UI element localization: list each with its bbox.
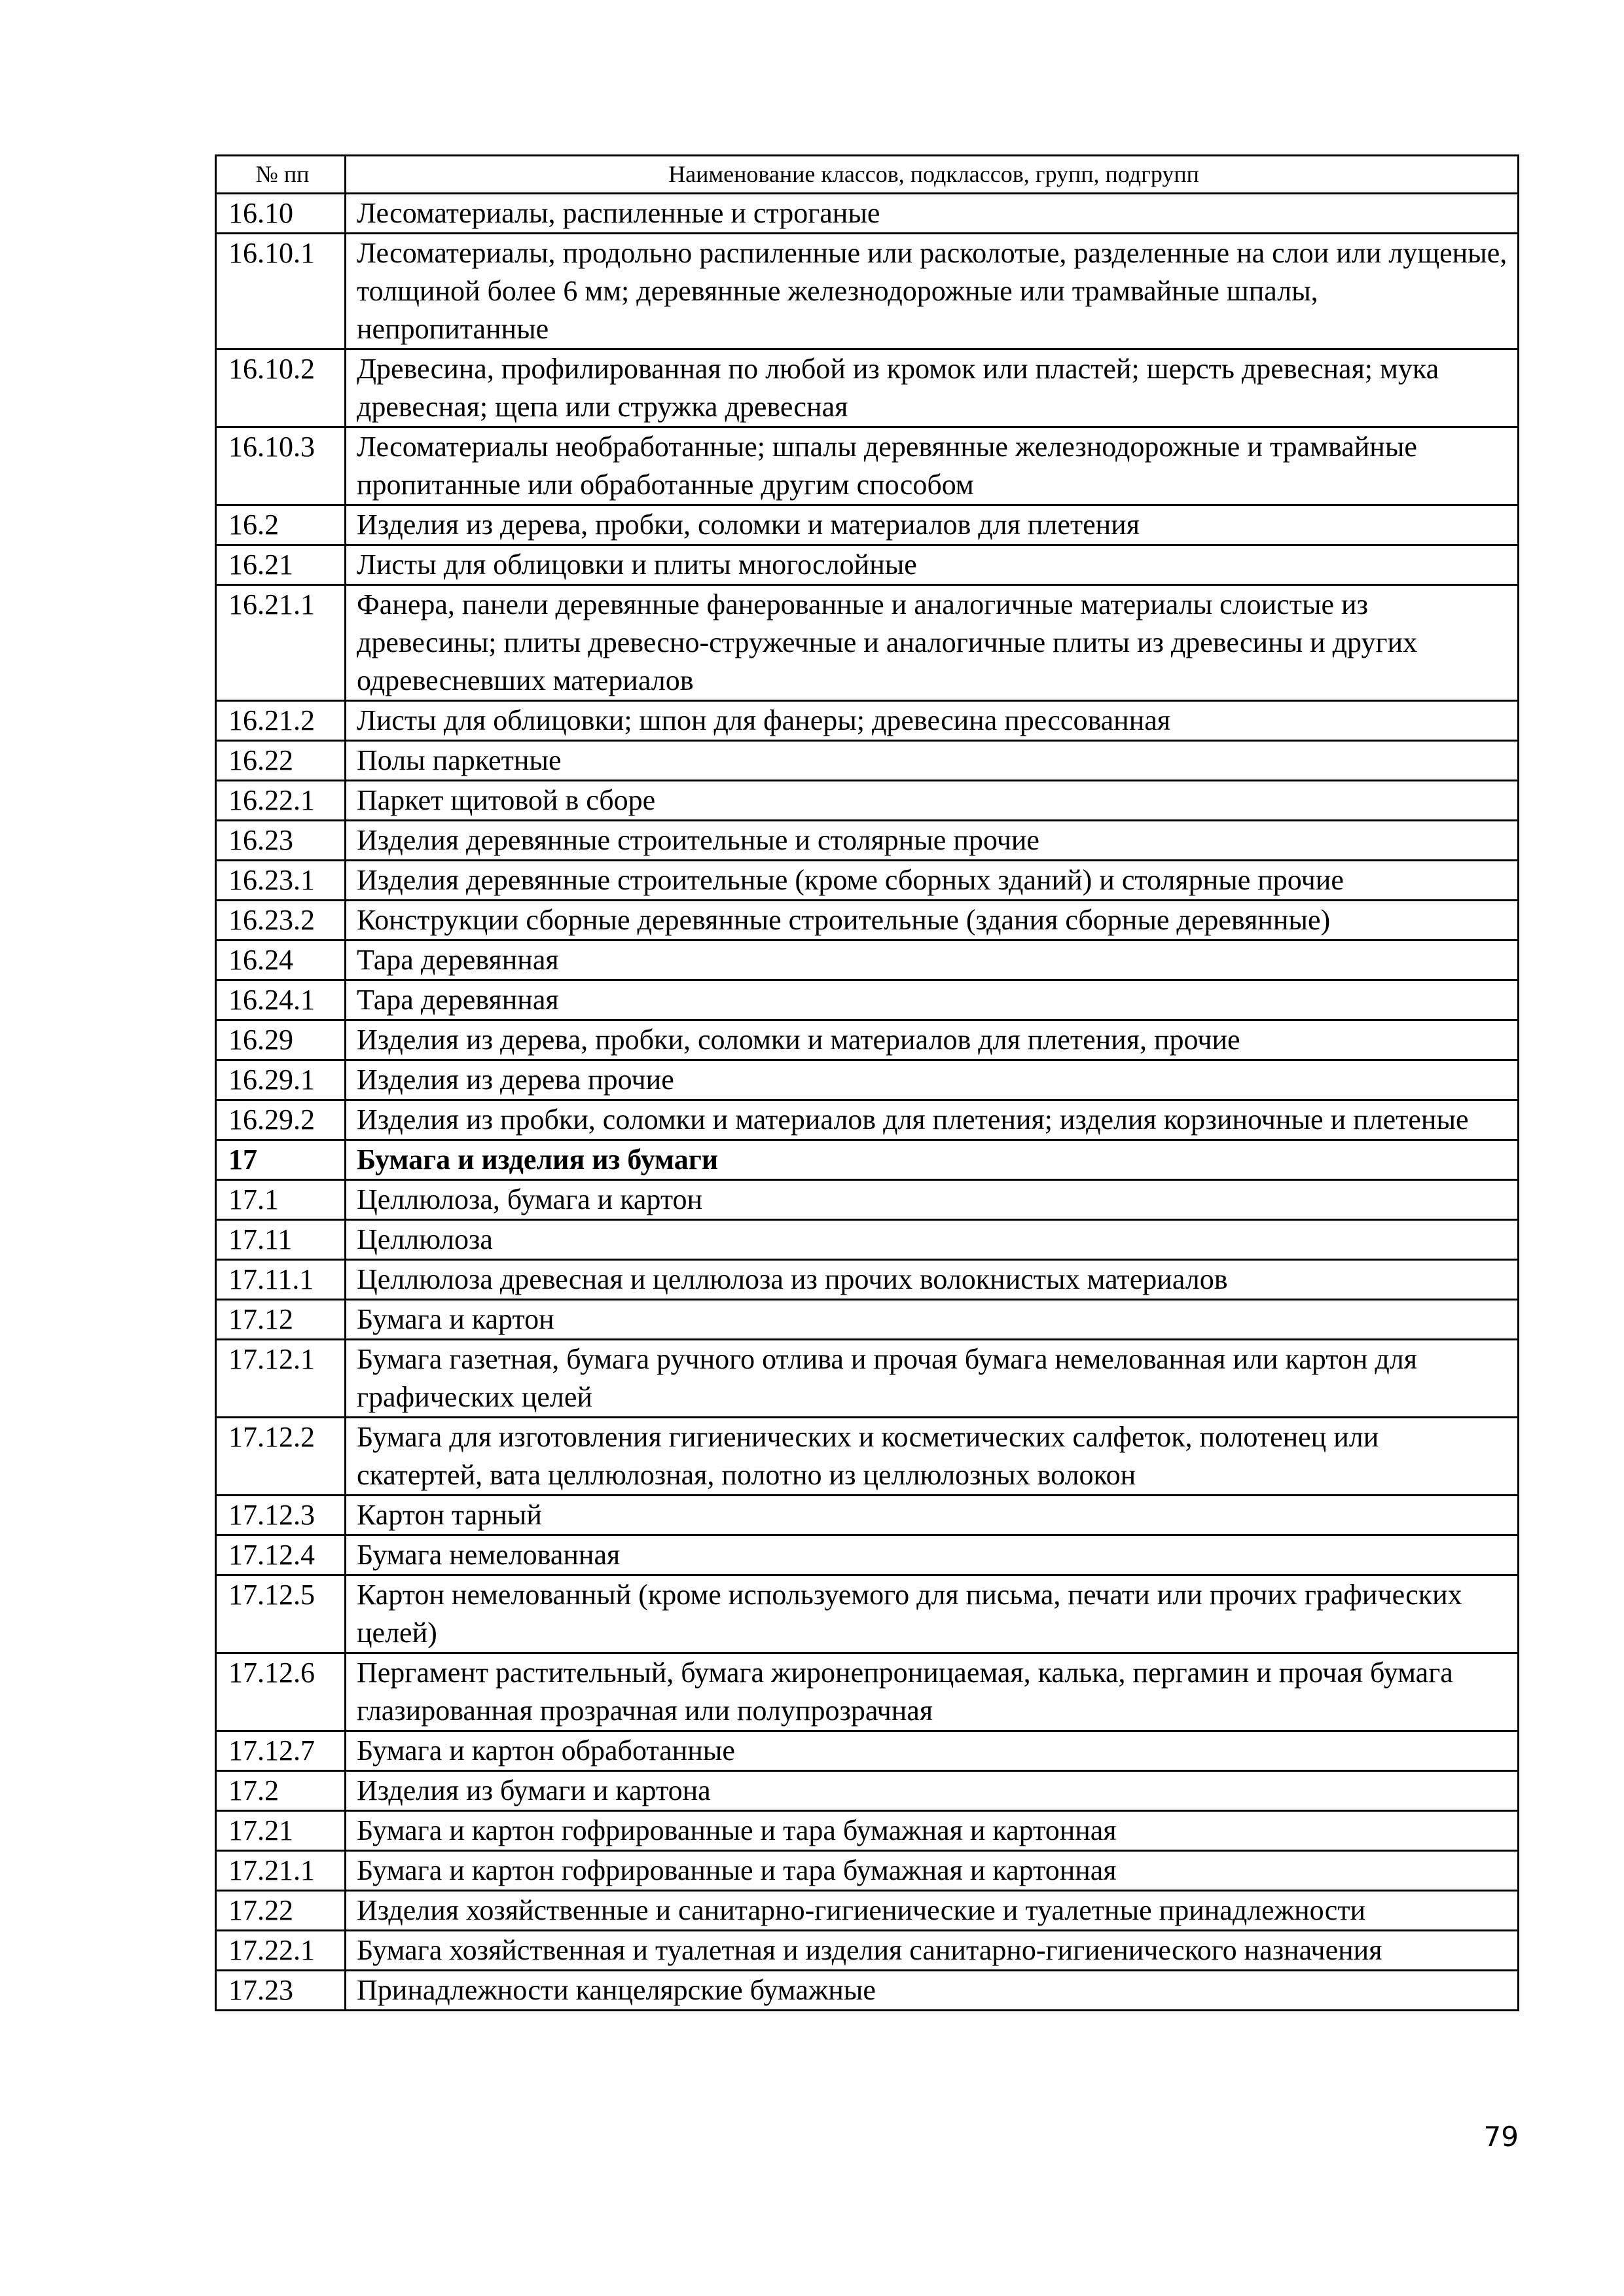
row-name: Изделия деревянные строительные (кроме сборных зданий) и столярные прочие xyxy=(346,861,1519,901)
table-row xyxy=(216,1496,1519,1535)
table-row xyxy=(216,1340,1519,1418)
table-row xyxy=(216,1731,1519,1771)
row-name: Листы для облицовки; шпон для фанеры; древесина прессованная xyxy=(346,701,1519,741)
row-name: Бумага и картон гофрированные и тара бумажная и картонная xyxy=(346,1811,1519,1851)
row-name: Бумага и изделия из бумаги xyxy=(346,1140,1519,1180)
row-code: 17.21 xyxy=(216,1811,346,1851)
table-row xyxy=(216,350,1519,427)
table-row xyxy=(216,1851,1519,1891)
page-number: 79 xyxy=(1483,2121,1519,2153)
header-row xyxy=(216,156,1519,194)
row-code: 16.24 xyxy=(216,941,346,980)
row-name: Изделия из дерева, пробки, соломки и материалов для плетения, прочие xyxy=(346,1020,1519,1060)
table-row xyxy=(216,941,1519,980)
row-code: 17.22 xyxy=(216,1891,346,1931)
row-code: 17.12.6 xyxy=(216,1653,346,1731)
table-row xyxy=(216,505,1519,545)
table-row xyxy=(216,1971,1519,2011)
table-row xyxy=(216,1220,1519,1260)
row-name: Бумага немелованная xyxy=(346,1535,1519,1575)
row-name: Бумага хозяйственная и туалетная и изделия санитарно-гигиенического назначения xyxy=(346,1931,1519,1971)
row-code: 16.21.1 xyxy=(216,585,346,701)
row-code: 16.2 xyxy=(216,505,346,545)
row-code: 16.29.2 xyxy=(216,1100,346,1140)
table-row xyxy=(216,741,1519,781)
row-code: 16.22.1 xyxy=(216,781,346,821)
row-name: Бумага для изготовления гигиенических и косметических салфеток, полотенец или скатертей, вата целлюлозная, полотно из целлюлозных волокон xyxy=(346,1418,1519,1496)
row-name: Принадлежности канцелярские бумажные xyxy=(346,1971,1519,2011)
table-row xyxy=(216,1535,1519,1575)
table-row xyxy=(216,1180,1519,1220)
row-name: Фанера, панели деревянные фанерованные и аналогичные материалы слоистые из древесины; плиты древесно-стружечные и аналогичные плиты из древесины и других одревесневших материалов xyxy=(346,585,1519,701)
row-name: Изделия из дерева прочие xyxy=(346,1060,1519,1100)
row-name: Бумага и картон гофрированные и тара бумажная и картонная xyxy=(346,1851,1519,1891)
table-row xyxy=(216,1020,1519,1060)
row-name: Целлюлоза, бумага и картон xyxy=(346,1180,1519,1220)
row-name: Конструкции сборные деревянные строительные (здания сборные деревянные) xyxy=(346,901,1519,941)
row-name: Целлюлоза древесная и целлюлоза из прочих волокнистых материалов xyxy=(346,1260,1519,1300)
row-name: Листы для облицовки и плиты многослойные xyxy=(346,545,1519,585)
row-code: 17.12.7 xyxy=(216,1731,346,1771)
row-code: 17.21.1 xyxy=(216,1851,346,1891)
table-row xyxy=(216,701,1519,741)
row-name: Изделия из бумаги и картона xyxy=(346,1771,1519,1811)
row-code: 16.24.1 xyxy=(216,980,346,1020)
row-name: Картон тарный xyxy=(346,1496,1519,1535)
row-code: 17.23 xyxy=(216,1971,346,2011)
row-name: Древесина, профилированная по любой из кромок или пластей; шерсть древесная; мука древесная; щепа или стружка древесная xyxy=(346,350,1519,427)
table-row xyxy=(216,1100,1519,1140)
table-body xyxy=(216,194,1519,2011)
table-row xyxy=(216,427,1519,505)
table-row xyxy=(216,545,1519,585)
row-code: 17.11 xyxy=(216,1220,346,1260)
table-header xyxy=(216,156,1519,194)
row-name: Паркет щитовой в сборе xyxy=(346,781,1519,821)
row-code: 17.22.1 xyxy=(216,1931,346,1971)
row-code: 17.1 xyxy=(216,1180,346,1220)
header-code: № пп xyxy=(216,156,346,194)
row-code: 17.12.2 xyxy=(216,1418,346,1496)
table-row xyxy=(216,1891,1519,1931)
row-name: Лесоматериалы, распиленные и строганые xyxy=(346,194,1519,234)
classifier-table xyxy=(215,154,1519,2011)
table-row xyxy=(216,1931,1519,1971)
table-row xyxy=(216,585,1519,701)
row-code: 17.12.1 xyxy=(216,1340,346,1418)
row-name: Изделия из пробки, соломки и материалов для плетения; изделия корзиночные и плетеные xyxy=(346,1100,1519,1140)
table-row xyxy=(216,980,1519,1020)
header-name: Наименование классов, подклассов, групп, подгрупп xyxy=(346,156,1519,194)
row-code: 16.29.1 xyxy=(216,1060,346,1100)
table-row xyxy=(216,781,1519,821)
row-code: 17.12.3 xyxy=(216,1496,346,1535)
table-row xyxy=(216,901,1519,941)
row-name: Целлюлоза xyxy=(346,1220,1519,1260)
row-name: Пергамент растительный, бумага жиронепроницаемая, калька, пергамин и прочая бумага глазированная прозрачная или полупрозрачная xyxy=(346,1653,1519,1731)
row-code: 16.23.1 xyxy=(216,861,346,901)
row-code: 16.10 xyxy=(216,194,346,234)
table-row xyxy=(216,194,1519,234)
table-row xyxy=(216,1811,1519,1851)
row-code: 16.21.2 xyxy=(216,701,346,741)
row-name: Бумага и картон xyxy=(346,1300,1519,1340)
row-name: Полы паркетные xyxy=(346,741,1519,781)
table-row xyxy=(216,861,1519,901)
table-row xyxy=(216,821,1519,861)
table-row xyxy=(216,1260,1519,1300)
row-name: Бумага и картон обработанные xyxy=(346,1731,1519,1771)
row-name: Тара деревянная xyxy=(346,980,1519,1020)
row-code: 17.12.5 xyxy=(216,1575,346,1653)
row-code: 16.23.2 xyxy=(216,901,346,941)
row-name: Лесоматериалы, продольно распиленные или расколотые, разделенные на слои или лущеные, толщиной более 6 мм; деревянные железнодорожные или трамвайные шпалы, непропитанные xyxy=(346,234,1519,350)
row-code: 16.10.1 xyxy=(216,234,346,350)
table-row xyxy=(216,1771,1519,1811)
table-row xyxy=(216,1060,1519,1100)
row-name: Тара деревянная xyxy=(346,941,1519,980)
row-name: Картон немелованный (кроме используемого для письма, печати или прочих графических целей) xyxy=(346,1575,1519,1653)
row-name: Бумага газетная, бумага ручного отлива и прочая бумага немелованная или картон для графических целей xyxy=(346,1340,1519,1418)
row-code: 17.11.1 xyxy=(216,1260,346,1300)
row-name: Изделия из дерева, пробки, соломки и материалов для плетения xyxy=(346,505,1519,545)
row-code: 16.23 xyxy=(216,821,346,861)
row-name: Лесоматериалы необработанные; шпалы деревянные железнодорожные и трамвайные пропитанные или обработанные другим способом xyxy=(346,427,1519,505)
row-code: 17.12 xyxy=(216,1300,346,1340)
row-code: 16.10.3 xyxy=(216,427,346,505)
table-row xyxy=(216,1300,1519,1340)
row-code: 16.10.2 xyxy=(216,350,346,427)
table-row xyxy=(216,1653,1519,1731)
table-row xyxy=(216,1418,1519,1496)
row-code: 17.2 xyxy=(216,1771,346,1811)
row-code: 16.22 xyxy=(216,741,346,781)
row-code: 17.12.4 xyxy=(216,1535,346,1575)
table-row xyxy=(216,1575,1519,1653)
row-name: Изделия хозяйственные и санитарно-гигиенические и туалетные принадлежности xyxy=(346,1891,1519,1931)
table-row xyxy=(216,1140,1519,1180)
row-code: 17 xyxy=(216,1140,346,1180)
table-row xyxy=(216,234,1519,350)
row-code: 16.29 xyxy=(216,1020,346,1060)
row-code: 16.21 xyxy=(216,545,346,585)
row-name: Изделия деревянные строительные и столярные прочие xyxy=(346,821,1519,861)
